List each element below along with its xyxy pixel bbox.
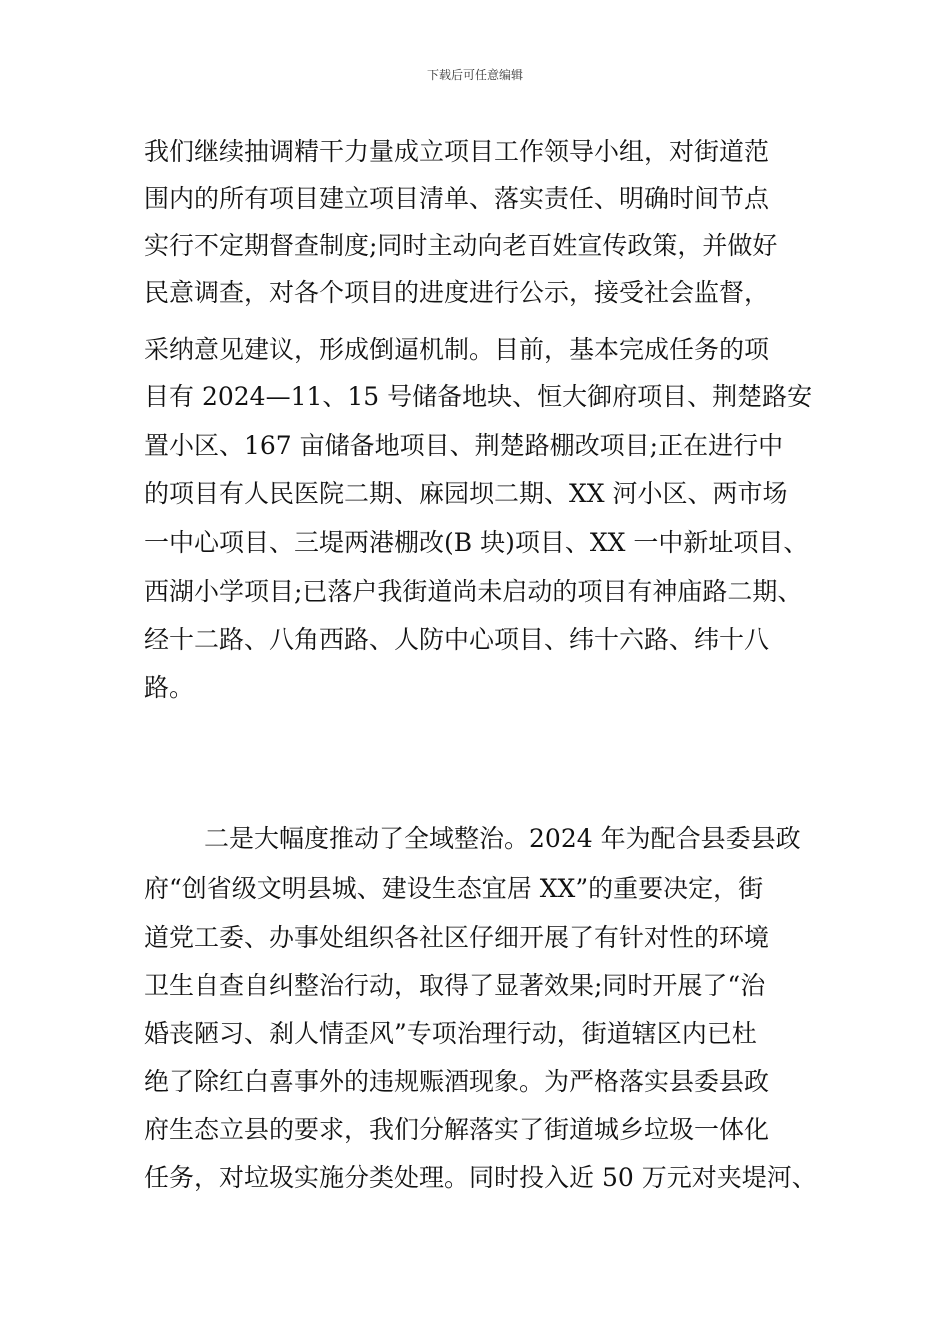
text-line: 我们继续抽调精干力量成立项目工作领导小组，对街道范 (144, 137, 770, 166)
text-line: 西湖小学项目;已落户我街道尚未启动的项目有神庙路二期、 (144, 577, 803, 606)
text-line: 民意调查，对各个项目的进度进行公示，接受社会监督， (144, 278, 770, 307)
text-line: 的项目有人民医院二期、麻园坝二期、XX 河小区、两市场 (144, 479, 788, 508)
text-line: 路。 (144, 673, 195, 702)
text-line: 经十二路、八角西路、人防中心项目、纬十六路、纬十八 (144, 625, 770, 654)
text-line: 实行不定期督查制度;同时主动向老百姓宣传政策，并做好 (144, 231, 778, 260)
text-line: 婚丧陋习、刹人情歪风”专项治理行动，街道辖区内已杜 (144, 1019, 757, 1048)
page-header: 下载后可任意编辑 (426, 68, 523, 82)
text-line: 置小区、167 亩储备地项目、荆楚路棚改项目;正在进行中 (144, 431, 784, 460)
text-line: 目有 2024—11、15 号储备地块、恒大御府项目、荆楚路安 (144, 382, 813, 411)
text-line: 府“创省级文明县城、建设生态宜居 XX”的重要决定，街 (144, 874, 764, 903)
text-line: 采纳意见建议，形成倒逼机制。目前，基本完成任务的项 (144, 335, 770, 364)
text-line: 一中心项目、三堤两港棚改(B 块)项目、XX 一中新址项目、 (144, 528, 809, 557)
text-line: 任务，对垃圾实施分类处理。同时投入近 50 万元对夹堤河、 (144, 1163, 817, 1192)
text-line: 道党工委、办事处组织各社区仔细开展了有针对性的环境 (144, 923, 770, 952)
text-line: 卫生自查自纠整治行动，取得了显著效果;同时开展了“治 (144, 971, 766, 1000)
text-line: 二是大幅度推动了全域整治。2024 年为配合县委县政 (204, 824, 801, 853)
text-line: 围内的所有项目建立项目清单、落实责任、明确时间节点 (144, 184, 770, 213)
text-line: 府生态立县的要求，我们分解落实了街道城乡垃圾一体化 (144, 1115, 770, 1144)
text-line: 绝了除红白喜事外的违规赈酒现象。为严格落实县委县政 (144, 1067, 770, 1096)
